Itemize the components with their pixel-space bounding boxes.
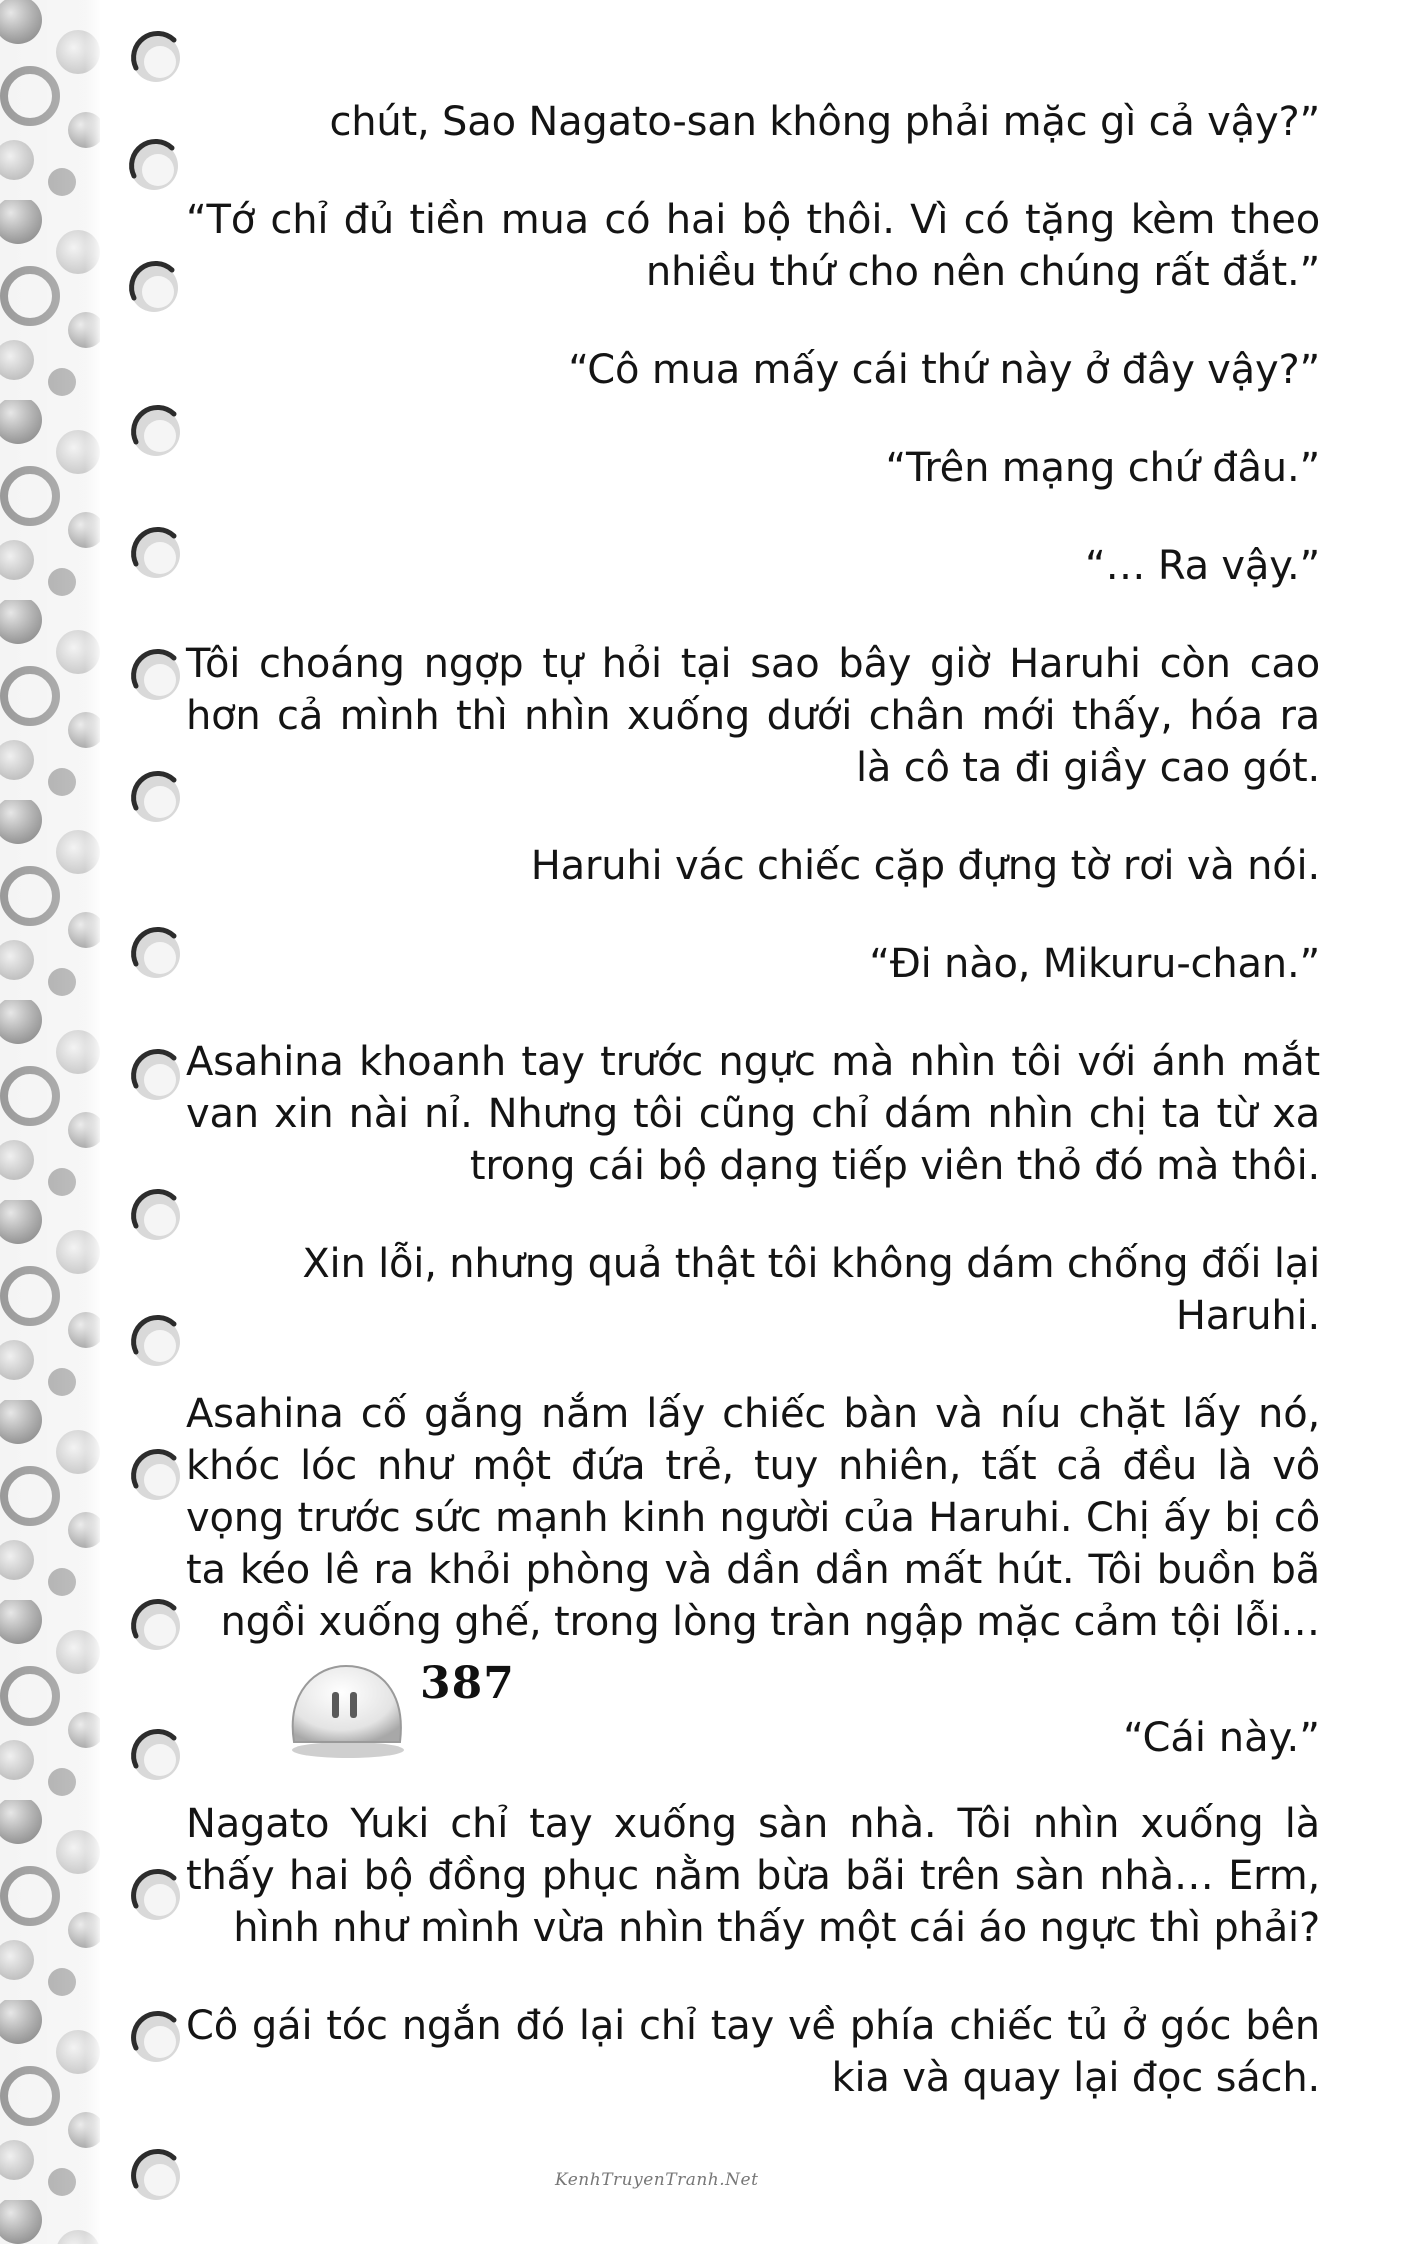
paragraph: Xin lỗi, nhưng quả thật tôi không dám chống đối lại Haruhi.: [302, 1241, 1320, 1339]
page-body: [186, 96, 1320, 2104]
paragraph: “… Ra vậy.”: [1085, 543, 1320, 589]
watermark: KenhTruyenTranh.Net: [555, 2170, 759, 2190]
paragraph: Cô gái tóc ngắn đó lại chỉ tay về phía chiếc tủ ở góc bên kia và quay lại đọc sách.: [186, 2003, 1320, 2101]
paragraph: Asahina cố gắng nắm lấy chiếc bàn và níu chặt lấy nó, khóc lóc như một đứa trẻ, tuy nhiên, tất cả đều là vô vọng trước sức mạnh kinh người của Haruhi. Chị ấy bị cô ta kéo lê ra khỏi phòng và dần dần mất hút. Tôi buồn bã ngồi xuống ghế, trong lòng tràn ngập mặc cảm tội lỗi…: [186, 1391, 1320, 1645]
paragraph: “Đi nào, Mikuru-chan.”: [869, 941, 1320, 987]
paragraph: “Tớ chỉ đủ tiền mua có hai bộ thôi. Vì có tặng kèm theo nhiều thứ cho nên chúng rất đắt.”: [186, 197, 1320, 295]
polka-dot-strip: [0, 0, 100, 2244]
paragraph: “Cái này.”: [1123, 1715, 1320, 1761]
paragraph: “Trên mạng chứ đâu.”: [885, 445, 1320, 491]
paragraph: Nagato Yuki chỉ tay xuống sàn nhà. Tôi nhìn xuống là thấy hai bộ đồng phục nằm bừa bãi trên sàn nhà… Erm, hình như mình vừa nhìn thấy một cái áo ngực thì phải?: [186, 1801, 1320, 1951]
paragraph: Haruhi vác chiếc cặp đựng tờ rơi và nói.: [530, 843, 1320, 889]
paragraph: chút, Sao Nagato-san không phải mặc gì cả vậy?”: [329, 99, 1320, 145]
page-number: 387: [420, 1658, 515, 1709]
paragraph: “Cô mua mấy cái thứ này ở đây vậy?”: [568, 347, 1320, 393]
polka-dot-pattern: [0, 0, 100, 2244]
paragraph: Asahina khoanh tay trước ngực mà nhìn tôi với ánh mắt van xin nài nỉ. Nhưng tôi cũng chỉ dám nhìn chị ta từ xa trong cái bộ dạng tiếp viên thỏ đó mà thôi.: [186, 1039, 1320, 1189]
page-number-badge: [280, 1652, 520, 1762]
paragraph: Tôi choáng ngợp tự hỏi tại sao bây giờ Haruhi còn cao hơn cả mình thì nhìn xuống dưới chân mới thấy, hóa ra là cô ta đi giầy cao gót.: [186, 641, 1320, 791]
mascot-blob-icon: [280, 1652, 410, 1762]
